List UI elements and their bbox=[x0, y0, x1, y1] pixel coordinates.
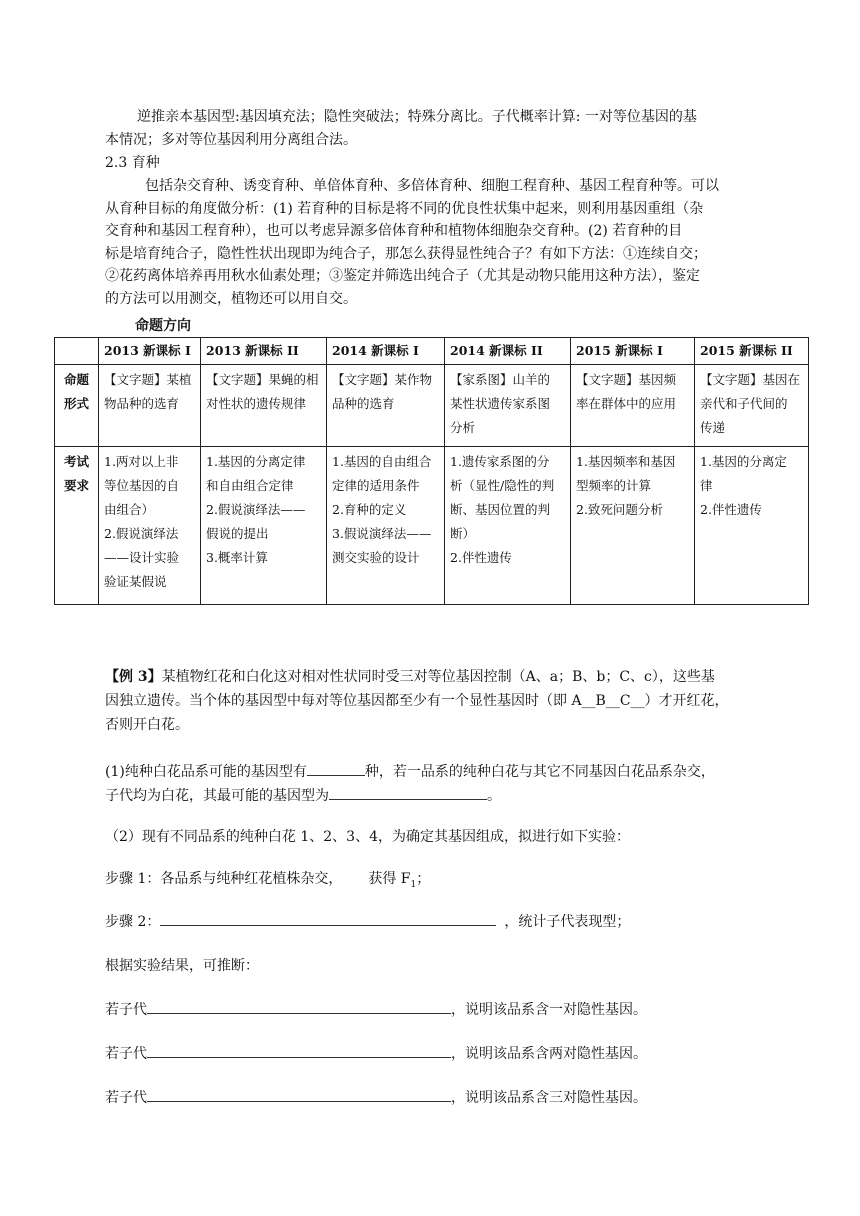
cell-line: 断、基因位置的判 bbox=[450, 502, 551, 517]
step-text: ，统计子代表现型； bbox=[504, 914, 631, 930]
step-text: 获得 F bbox=[368, 871, 411, 887]
cell-line: 2.伴性遗传 bbox=[700, 502, 762, 517]
question-text: 。 bbox=[487, 788, 501, 804]
cell-line: 1.两对以上非 bbox=[104, 454, 179, 469]
cell-line: 2.伴性遗传 bbox=[450, 550, 512, 565]
cell-line: 命题 bbox=[63, 372, 89, 387]
cell-line: 考试 bbox=[63, 454, 89, 469]
table-header-cell bbox=[55, 338, 99, 365]
cell-line: 率在群体中的应用 bbox=[576, 396, 677, 411]
table-header-cell: 2013 新课标 I bbox=[99, 338, 201, 365]
cell-line: 传递 bbox=[700, 420, 726, 435]
cell-line: 1.基因的自由组合 bbox=[332, 454, 432, 469]
cell-line: 对性状的遗传规律 bbox=[206, 396, 307, 411]
table-header-cell: 2013 新课标 II bbox=[201, 338, 327, 365]
example-line-1 bbox=[105, 666, 715, 688]
step-text: 步骤 1：各品系与纯种红花植株杂交， bbox=[105, 871, 343, 887]
table-header-cell: 2015 新课标 II bbox=[695, 338, 809, 365]
intro-paragraph-1 bbox=[105, 106, 765, 151]
text-line: 的方法可以用测交，植物还可以用自交。 bbox=[105, 290, 357, 307]
answer-blank[interactable] bbox=[160, 910, 496, 926]
answer-blank[interactable] bbox=[147, 998, 451, 1014]
cell-line: ——设计实验 bbox=[104, 550, 180, 565]
text-line: ②花药离体培养再用秋水仙素处理；③鉴定并筛选出纯合子（尤其是动物只能用这种方法），鉴定 bbox=[105, 268, 700, 285]
question-text: (1)纯种白花品系可能的基因型有 bbox=[105, 764, 307, 780]
cell-line: 型频率的计算 bbox=[576, 478, 652, 493]
inference-intro: 根据实验结果，可推断： bbox=[105, 958, 259, 974]
table-cell bbox=[99, 447, 201, 605]
question-text: 种，若一品系的纯种白花与其它不同基因白花品系杂交， bbox=[364, 764, 715, 780]
example-tag: 【例 3】 bbox=[105, 669, 162, 685]
cell-line: 2.假说演绎法 bbox=[104, 526, 179, 541]
table-row-format bbox=[55, 365, 809, 447]
cell-line: 2.致死问题分析 bbox=[576, 502, 663, 517]
subscript: 1 bbox=[410, 879, 417, 890]
example-line-2: 因独立遗传。当个体的基因型中每对等位基因都至少有一个显性基因时（即 A__B__C__）才开红花， bbox=[105, 693, 729, 709]
table-cell bbox=[695, 365, 809, 447]
cell-line: 物品种的选育 bbox=[104, 396, 180, 411]
question-2: （2）现有不同品系的纯种白花 1、2、3、4，为确定其基因组成，拟进行如下实验： bbox=[105, 829, 630, 845]
answer-blank[interactable] bbox=[147, 1086, 451, 1102]
answer-blank[interactable] bbox=[329, 784, 487, 800]
cell-line: 验证某假说 bbox=[104, 574, 167, 589]
table-cell bbox=[201, 447, 327, 605]
question-1-line-2 bbox=[105, 784, 501, 807]
step-text: ； bbox=[416, 871, 431, 887]
text-line: 标是培育纯合子，隐性性状出现即为纯合子，那怎么获得显性纯合子？有如下方法：①连续自交； bbox=[105, 245, 707, 262]
result-2 bbox=[105, 1042, 647, 1065]
question-text: 子代均为白花，其最可能的基因型为 bbox=[105, 788, 329, 804]
cell-line: 【文字题】基因在 bbox=[700, 372, 801, 387]
table-cell bbox=[445, 447, 571, 605]
cell-line: 3.概率计算 bbox=[206, 550, 268, 565]
text-line: 本情况；多对等位基因利用分离组合法。 bbox=[105, 131, 357, 148]
result-3 bbox=[105, 1086, 647, 1109]
answer-blank[interactable] bbox=[307, 760, 365, 776]
text-line: 包括杂交育种、诱变育种、单倍体育种、多倍体育种、细胞工程育种、基因工程育种等。可以 bbox=[145, 178, 719, 194]
result-text: 若子代 bbox=[105, 1046, 147, 1062]
row-header-requirements bbox=[55, 447, 99, 605]
cell-line: 3.假说演绎法—— bbox=[332, 526, 432, 541]
step-text: 步骤 2： bbox=[105, 914, 161, 930]
table-cell bbox=[201, 365, 327, 447]
step-2 bbox=[105, 910, 630, 933]
table-cell bbox=[327, 365, 445, 447]
result-text: 若子代 bbox=[105, 1002, 147, 1018]
table-row-requirements bbox=[55, 447, 809, 605]
cell-line: 1.基因的分离定律 bbox=[206, 454, 306, 469]
result-text: ，说明该品系含一对隐性基因。 bbox=[451, 1002, 647, 1018]
cell-line: 分析 bbox=[450, 420, 476, 435]
result-text: ，说明该品系含两对隐性基因。 bbox=[451, 1046, 647, 1062]
example-text: 某植物红花和白化这对相对性状同时受三对等位基因控制（A、a；B、b；C、c），这些基 bbox=[161, 669, 715, 685]
cell-line: 等位基因的自 bbox=[104, 478, 180, 493]
result-1 bbox=[105, 998, 647, 1021]
cell-line: 由组合） bbox=[104, 502, 155, 517]
cell-line: 2.育种的定义 bbox=[332, 502, 407, 517]
cell-line: 假说的提出 bbox=[206, 526, 269, 541]
table-cell bbox=[571, 365, 695, 447]
cell-line: 1.基因频率和基因 bbox=[576, 454, 676, 469]
table-cell bbox=[695, 447, 809, 605]
cell-line: 【文字题】基因频 bbox=[576, 372, 677, 387]
cell-line: 形式 bbox=[63, 396, 89, 411]
answer-blank[interactable] bbox=[147, 1042, 451, 1058]
exam-direction-table bbox=[54, 337, 809, 605]
step-1 bbox=[105, 868, 430, 896]
section-heading: 2.3 育种 bbox=[105, 155, 160, 171]
table-cell bbox=[571, 447, 695, 605]
cell-line: 【文字题】果蝇的相 bbox=[206, 372, 319, 387]
cell-line: 某性状遗传家系图 bbox=[450, 396, 551, 411]
cell-line: 断） bbox=[450, 526, 476, 541]
cell-line: 亲代和子代间的 bbox=[700, 396, 788, 411]
cell-line: 【家系图】山羊的 bbox=[450, 372, 551, 387]
table-cell bbox=[99, 365, 201, 447]
cell-line: 要求 bbox=[63, 478, 89, 493]
table-cell bbox=[445, 365, 571, 447]
cell-line: 【文字题】某作物 bbox=[332, 372, 433, 387]
cell-line: 定律的适用条件 bbox=[332, 478, 420, 493]
text-line: 逆推亲本基因型:基因填充法；隐性突破法；特殊分离比。子代概率计算: 一对等位基因的基 bbox=[137, 109, 697, 125]
table-header-cell: 2014 新课标 II bbox=[445, 338, 571, 365]
text-line: 交育种和基因工程育种），也可以考虑异源多倍体育种和植物体细胞杂交育种。(2) 若育种的目 bbox=[105, 223, 683, 240]
cell-line: 律 bbox=[700, 478, 713, 493]
cell-line: 1.遗传家系图的分 bbox=[450, 454, 550, 469]
text-line: 从育种目标的角度做分析：(1) 若育种的目标是将不同的优良性状集中起来，则利用基因重组（杂 bbox=[105, 200, 704, 217]
table-cell bbox=[327, 447, 445, 605]
cell-line: 1.基因的分离定 bbox=[700, 454, 787, 469]
result-text: ，说明该品系含三对隐性基因。 bbox=[451, 1090, 647, 1106]
intro-paragraph-2 bbox=[105, 175, 765, 311]
cell-line: 【文字题】某植 bbox=[104, 372, 192, 387]
table-header-row bbox=[55, 338, 809, 365]
row-header-format bbox=[55, 365, 99, 447]
question-1-line-1 bbox=[105, 760, 715, 783]
cell-line: 2.假说演绎法—— bbox=[206, 502, 306, 517]
table-header-cell: 2014 新课标 I bbox=[327, 338, 445, 365]
cell-line: 品种的选育 bbox=[332, 396, 395, 411]
table-caption: 命题方向 bbox=[135, 318, 191, 334]
cell-line: 析（显性/隐性的判 bbox=[450, 478, 555, 493]
result-text: 若子代 bbox=[105, 1090, 147, 1106]
cell-line: 测交实验的设计 bbox=[332, 550, 420, 565]
example-line-3: 否则开白花。 bbox=[105, 717, 189, 733]
cell-line: 和自由组合定律 bbox=[206, 478, 294, 493]
table-header-cell: 2015 新课标 I bbox=[571, 338, 695, 365]
